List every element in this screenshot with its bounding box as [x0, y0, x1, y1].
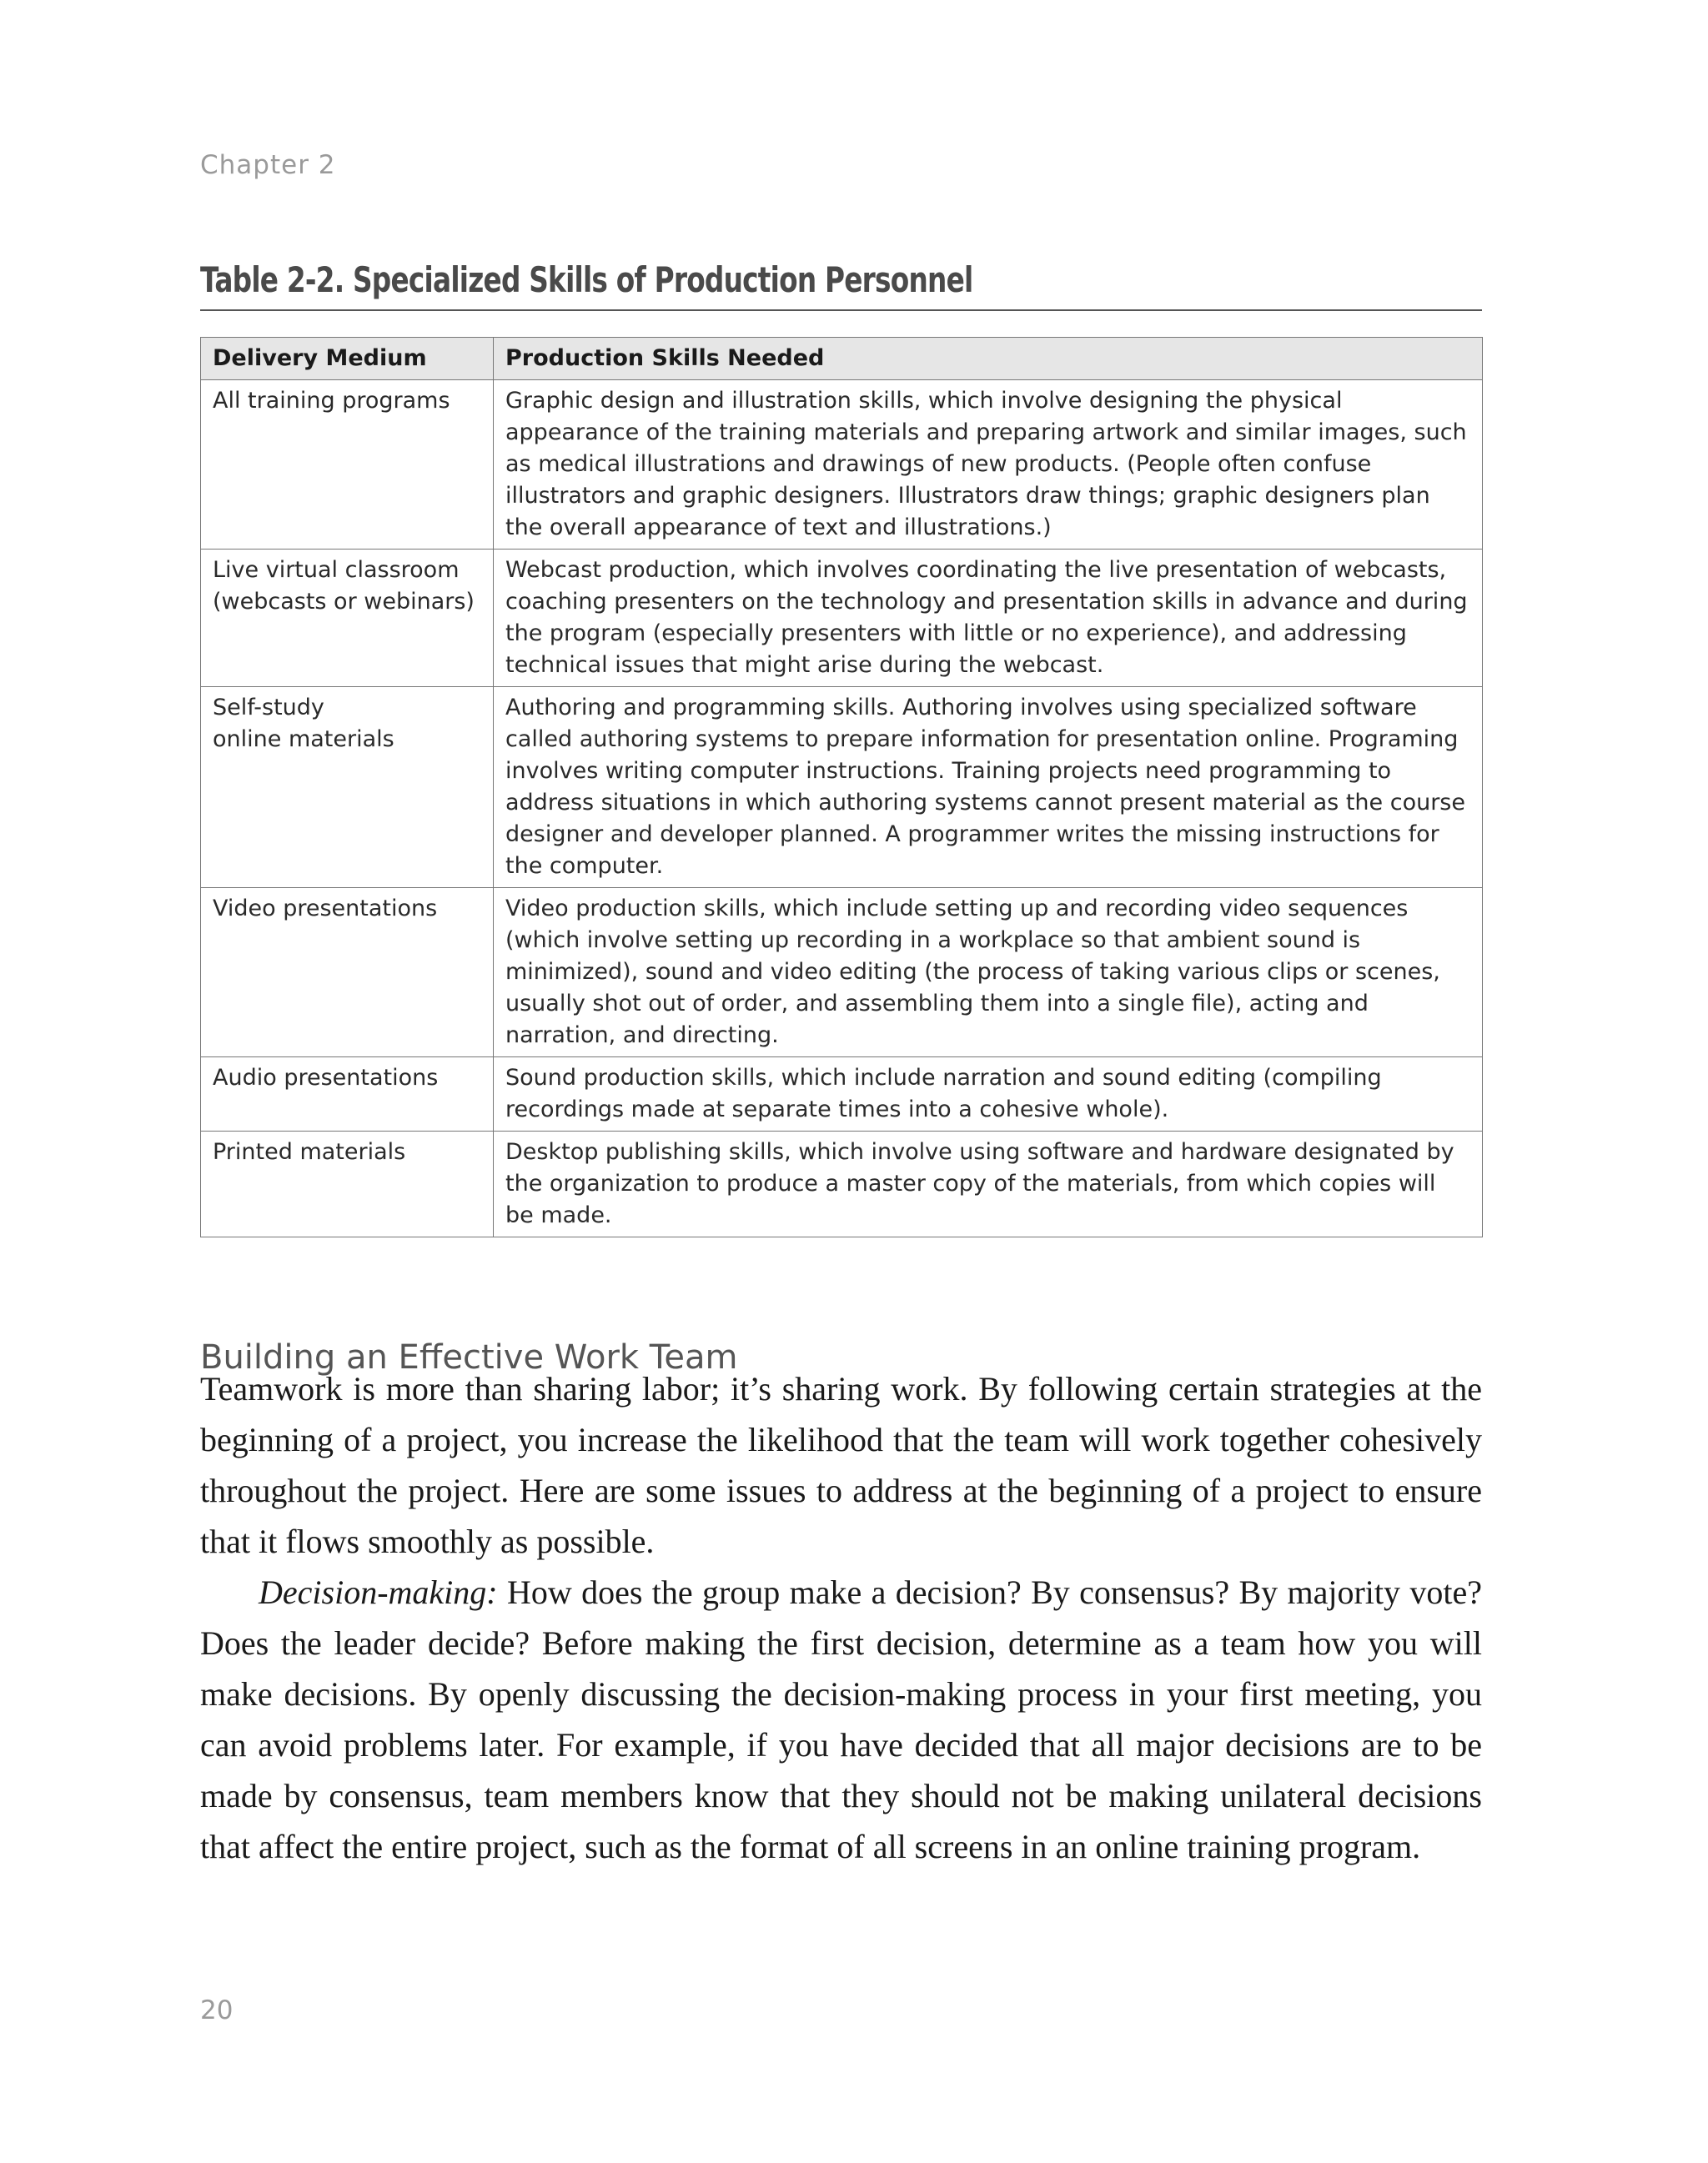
delivery-medium-cell: All training programs — [201, 380, 494, 550]
table-title-rule — [200, 309, 1482, 311]
table-row — [201, 1132, 1483, 1237]
production-skills-cell: Webcast production, which involves coordinating the live presentation of webcasts, coaching presenters on the technology and presentation skills in advance and during the program (especially presenters with little or no experience), and addressing technical issues that might arise during the webcast. — [494, 550, 1483, 687]
body-paragraph — [200, 1567, 1482, 1872]
body-paragraph: Teamwork is more than sharing labor; it’s sharing work. By following certain strategies at the beginning of a project, you increase the likelihood that the team will work together cohesively throughout the project. Here are some issues to address at the beginning of a project to ensure that it flows smoothly as possible. — [200, 1370, 1482, 1560]
table-row — [201, 1057, 1483, 1132]
table-row — [201, 380, 1483, 550]
production-skills-cell: Graphic design and illustration skills, which involve designing the physical appearance of the training materials and preparing artwork and similar images, such as medical illustrations and drawings of new products. (People often confuse illustrators and graphic designers. Illustrators draw things; graphic designers plan the overall appearance of text and illustrations.) — [494, 380, 1483, 550]
delivery-medium-cell: Printed materials — [201, 1132, 494, 1237]
page-number: 20 — [200, 1995, 234, 2025]
production-skills-cell: Authoring and programming skills. Authoring involves using specialized software called authoring systems to prepare information for presentation online. Programing involves writing computer instructions. Training projects need programming to address situations in which authoring systems cannot present material as the course designer and developer planned. A programmer writes the missing instructions for the computer. — [494, 687, 1483, 888]
column-header-production-skills: Production Skills Needed — [494, 338, 1483, 380]
table-row — [201, 550, 1483, 687]
table-title: Table 2-2. Specialized Skills of Production Personnel — [200, 259, 973, 300]
running-head: Chapter 2 — [200, 150, 336, 180]
table-header-row — [201, 338, 1483, 380]
paragraph-body: How does the group make a decision? By consensus? By majority vote? Does the leader decide? Before making the first decision, determine as a team how you will make decisions. By openly discussing the decision-making process in your first meeting, you can avoid problems later. For example, if you have decided that all major decisions are to be made by consensus, team members know that they should not be making unilateral decisions that affect the entire project, such as the format of all screens in an online training program. — [200, 1573, 1482, 1865]
production-skills-cell: Desktop publishing skills, which involve using software and hardware designated by the organization to produce a master copy of the materials, from which copies will be made. — [494, 1132, 1483, 1237]
column-header-delivery-medium: Delivery Medium — [201, 338, 494, 380]
delivery-medium-cell: Live virtual classroom (webcasts or webinars) — [201, 550, 494, 687]
delivery-medium-cell: Self-study online materials — [201, 687, 494, 888]
production-skills-cell: Video production skills, which include setting up and recording video sequences (which involve setting up recording in a workplace so that ambient sound is minimized), sound and video editing (the process of taking various clips or scenes, usually shot out of order, and assembling them into a single file), acting and narration, and directing. — [494, 888, 1483, 1057]
section-heading: Building an Effective Work Team — [200, 1338, 738, 1378]
delivery-medium-cell: Video presentations — [201, 888, 494, 1057]
skills-table — [200, 337, 1483, 1237]
body-text — [200, 1363, 1482, 1872]
table-row — [201, 687, 1483, 888]
table-row — [201, 888, 1483, 1057]
production-skills-cell: Sound production skills, which include narration and sound editing (compiling recordings made at separate times into a cohesive whole). — [494, 1057, 1483, 1132]
run-in-heading: Decision-making: — [259, 1573, 498, 1611]
delivery-medium-cell: Audio presentations — [201, 1057, 494, 1132]
